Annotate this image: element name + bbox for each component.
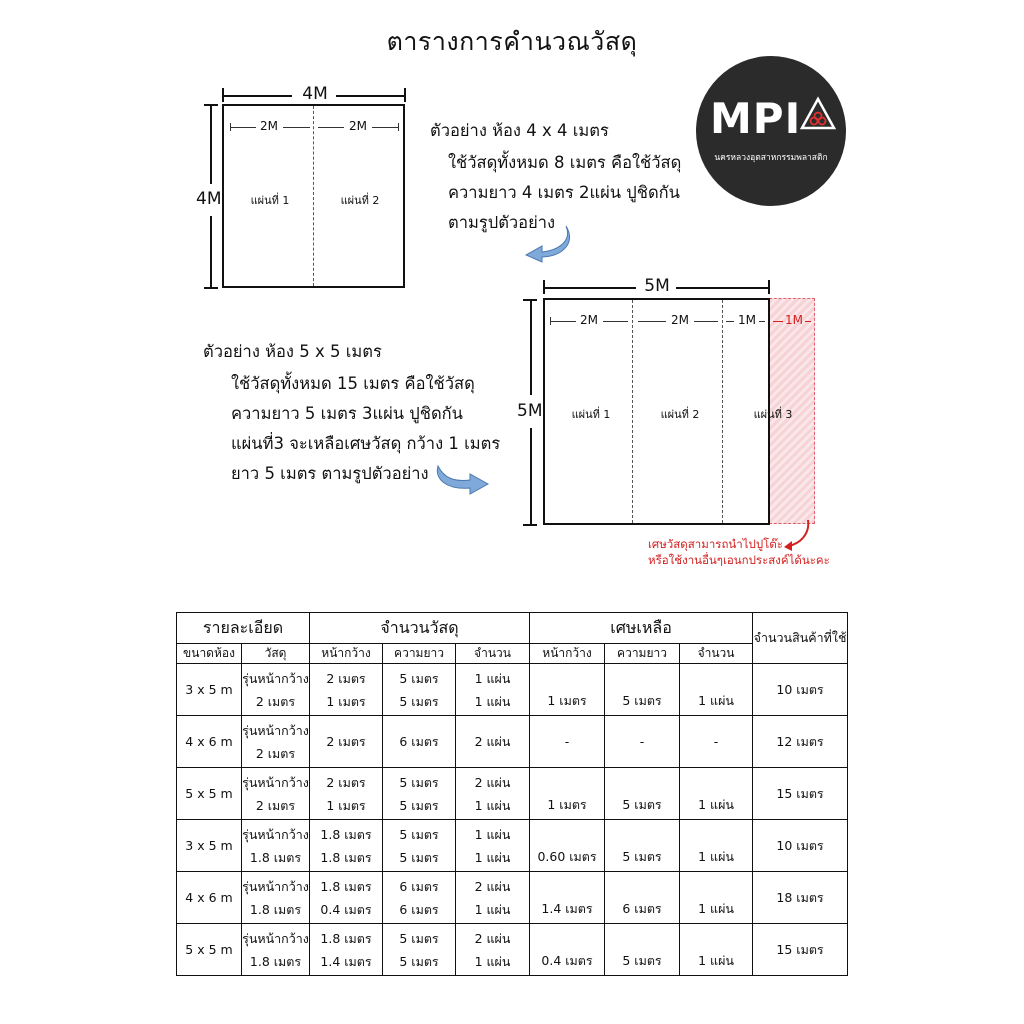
room-size-cell-text: 4 x 6 m: [185, 890, 233, 905]
waste-length-cell-text: 5 เมตร: [622, 953, 662, 968]
width-cell: [310, 924, 383, 976]
length-cell-text: 6 เมตร: [399, 901, 439, 917]
total-cell-text: 12 เมตร: [776, 734, 824, 749]
seg-line: [726, 321, 734, 322]
room-size-cell-text: 3 x 5 m: [185, 682, 233, 697]
quantity-cell: [456, 872, 530, 924]
quantity-cell-text: 1 แผ่น: [474, 670, 511, 686]
total-cell-text: 10 เมตร: [776, 682, 824, 697]
quantity-cell-text: 2 แผ่น: [474, 930, 511, 946]
length-cell: [383, 768, 456, 820]
quantity-cell: [456, 820, 530, 872]
mpi-logo: [696, 56, 846, 206]
width-cell-text: 0.4 เมตร: [320, 901, 372, 917]
dim-line: [336, 95, 404, 97]
waste-length-cell: [605, 768, 680, 820]
room-size-cell-text: 5 x 5 m: [185, 942, 233, 957]
quantity-cell-text: 2 แผ่น: [474, 734, 511, 749]
room-size-cell: [177, 820, 242, 872]
waste-width-cell-text: 1 เมตร: [547, 797, 587, 812]
quantity-cell-text: 1 แผ่น: [474, 953, 511, 969]
width-cell-text: 1.8 เมตร: [320, 826, 372, 842]
header-waste: เศษเหลือ: [530, 613, 753, 644]
sheet-label: แผ่นที่ 2: [340, 194, 380, 207]
note-line: ตามรูปตัวอย่าง: [448, 213, 556, 232]
length-cell-text: 5 เมตร: [399, 797, 439, 813]
table-row: [177, 768, 848, 820]
logo-text: MPI: [710, 94, 802, 143]
dim-line: [222, 95, 292, 97]
dim-line: [543, 287, 636, 289]
material-cell-text: 2 เมตร: [255, 797, 296, 813]
total-cell-text: 18 เมตร: [776, 890, 824, 905]
subheader: ขนาดห้อง: [177, 644, 242, 664]
room-size-cell-text: 3 x 5 m: [185, 838, 233, 853]
quantity-cell: [456, 768, 530, 820]
width-cell: [310, 664, 383, 716]
sheet-divider: [722, 300, 723, 523]
width-cell-text: 1.4 เมตร: [320, 953, 372, 969]
waste-width-cell: [530, 820, 605, 872]
segment-label: 1M: [738, 313, 756, 327]
waste-quantity-cell: [680, 820, 753, 872]
waste-length-cell-text: 5 เมตร: [622, 849, 662, 864]
quantity-cell-text: 1 แผ่น: [474, 849, 511, 865]
note-line: แผ่นที่3 จะเหลือเศษวัสดุ กว้าง 1 เมตร: [231, 434, 501, 453]
subheader: หน้ากว้าง: [530, 644, 605, 664]
waste-seg-line: [805, 321, 811, 322]
height-label: 4M: [196, 189, 222, 209]
waste-width-cell-text: -: [564, 734, 570, 749]
waste-quantity-cell-text: 1 แผ่น: [698, 693, 734, 708]
seg-line: [694, 321, 718, 322]
subheader: ความยาว: [605, 644, 680, 664]
table-body: [177, 664, 848, 976]
waste-length-cell: [605, 716, 680, 768]
waste-quantity-cell-text: 1 แผ่น: [698, 953, 734, 968]
sheet-divider: [313, 106, 314, 286]
material-cell-text: รุ่นหน้ากว้าง: [242, 930, 309, 946]
width-cell: [310, 872, 383, 924]
note-line: ความยาว 4 เมตร 2แผ่น ปูชิดกัน: [448, 183, 680, 202]
room-size-cell: [177, 872, 242, 924]
sheet-divider: [632, 300, 633, 523]
waste-length-cell: [605, 924, 680, 976]
waste-width-cell-text: 0.4 เมตร: [541, 953, 593, 968]
material-cell-text: 1.8 เมตร: [249, 849, 302, 865]
waste-quantity-cell: [680, 924, 753, 976]
waste-width-cell: [530, 872, 605, 924]
dim-line: [210, 104, 212, 184]
waste-width-cell: [530, 664, 605, 716]
total-cell-text: 10 เมตร: [776, 838, 824, 853]
waste-length-cell: [605, 664, 680, 716]
width-cell-text: 2 เมตร: [326, 670, 366, 686]
total-cell: [753, 664, 848, 716]
room-size-cell-text: 4 x 6 m: [185, 734, 233, 749]
dim-line: [530, 428, 532, 524]
length-cell: [383, 664, 456, 716]
table-row: [177, 872, 848, 924]
length-cell-text: 5 เมตร: [399, 953, 439, 969]
curved-arrow-left-icon: [522, 222, 576, 264]
waste-quantity-cell: [680, 664, 753, 716]
seg-line: [638, 321, 666, 322]
sheet-label: แผ่นที่ 3: [753, 408, 793, 421]
material-cell-text: 1.8 เมตร: [249, 953, 302, 969]
total-cell: [753, 924, 848, 976]
waste-width-cell: [530, 768, 605, 820]
material-cell-text: 2 เมตร: [255, 745, 296, 761]
room-size-cell: [177, 716, 242, 768]
width-cell-text: 1 เมตร: [326, 797, 366, 813]
material-cell: [242, 872, 310, 924]
material-cell: [242, 768, 310, 820]
material-cell-text: 2 เมตร: [255, 693, 296, 709]
material-cell-text: รุ่นหน้ากว้าง: [242, 774, 309, 790]
material-cell-text: รุ่นหน้ากว้าง: [242, 878, 309, 894]
seg-line: [318, 127, 344, 128]
waste-length-cell: [605, 820, 680, 872]
triangle-emblem-icon: [800, 96, 836, 132]
material-cell: [242, 716, 310, 768]
seg-line: [283, 127, 310, 128]
seg-line: [603, 321, 628, 322]
waste-note-line: หรือใช้งานอื่นๆเอนกประสงค์ได้นะคะ: [648, 553, 830, 567]
waste-width-cell-text: 1.4 เมตร: [541, 901, 593, 916]
table-row: [177, 820, 848, 872]
total-cell-text: 15 เมตร: [776, 786, 824, 801]
width-label: 4M: [302, 84, 328, 104]
waste-quantity-cell: [680, 872, 753, 924]
segment-label: 2M: [349, 119, 367, 133]
dim-line: [210, 216, 212, 287]
waste-width-cell: [530, 924, 605, 976]
waste-segment-label: 1M: [785, 313, 803, 327]
waste-quantity-cell-text: 1 แผ่น: [698, 797, 734, 812]
dim-tick: [404, 88, 406, 102]
seg-tick: [398, 123, 399, 131]
dim-line: [530, 299, 532, 395]
segment-label: 2M: [260, 119, 278, 133]
waste-width-cell: [530, 716, 605, 768]
total-cell: [753, 716, 848, 768]
material-cell-text: รุ่นหน้ากว้าง: [242, 826, 309, 842]
header-details: รายละเอียด: [177, 613, 310, 644]
seg-line: [372, 127, 398, 128]
waste-width-cell-text: 0.60 เมตร: [537, 849, 597, 864]
width-cell-text: 2 เมตร: [326, 734, 366, 749]
quantity-cell-text: 2 แผ่น: [474, 878, 511, 894]
room-size-cell: [177, 924, 242, 976]
length-cell-text: 6 เมตร: [399, 878, 439, 894]
waste-length-cell-text: 5 เมตร: [622, 797, 662, 812]
logo-subtitle: นครหลวงอุตสาหกรรมพลาสติก: [714, 153, 828, 163]
quantity-cell: [456, 924, 530, 976]
quantity-cell: [456, 716, 530, 768]
subheader: หน้ากว้าง: [310, 644, 383, 664]
note-heading: ตัวอย่าง ห้อง 4 x 4 เมตร: [430, 121, 609, 140]
table-row: [177, 664, 848, 716]
material-cell: [242, 820, 310, 872]
width-cell-text: 1.8 เมตร: [320, 849, 372, 865]
waste-length-cell-text: -: [639, 734, 645, 749]
width-label: 5M: [644, 276, 670, 296]
quantity-cell-text: 1 แผ่น: [474, 693, 511, 709]
length-cell: [383, 872, 456, 924]
waste-seg-line: [773, 321, 783, 322]
subheader: วัสดุ: [242, 644, 310, 664]
length-cell-text: 5 เมตร: [399, 693, 439, 709]
dim-tick: [523, 524, 537, 526]
note-line: ยาว 5 เมตร ตามรูปตัวอย่าง: [231, 464, 429, 483]
curved-arrow-right-icon: [432, 462, 492, 498]
total-cell-text: 15 เมตร: [776, 942, 824, 957]
sheet-label: แผ่นที่ 1: [250, 194, 290, 207]
width-cell: [310, 820, 383, 872]
sheet-label: แผ่นที่ 2: [660, 408, 700, 421]
length-cell-text: 5 เมตร: [399, 774, 439, 790]
material-cell-text: 1.8 เมตร: [249, 901, 302, 917]
material-cell: [242, 924, 310, 976]
note-heading: ตัวอย่าง ห้อง 5 x 5 เมตร: [203, 342, 382, 361]
dim-tick: [768, 280, 770, 294]
segment-label: 2M: [671, 313, 689, 327]
length-cell: [383, 924, 456, 976]
waste-quantity-cell-text: -: [713, 734, 719, 749]
waste-length-cell-text: 5 เมตร: [622, 693, 662, 708]
subheader: จำนวน: [456, 644, 530, 664]
width-cell-text: 1 เมตร: [326, 693, 366, 709]
length-cell-text: 5 เมตร: [399, 849, 439, 865]
quantity-cell-text: 1 แผ่น: [474, 826, 511, 842]
total-cell: [753, 768, 848, 820]
segment-label: 2M: [580, 313, 598, 327]
seg-line: [550, 321, 576, 322]
quantity-cell-text: 1 แผ่น: [474, 797, 511, 813]
sheet-label: แผ่นที่ 1: [571, 408, 611, 421]
waste-quantity-cell-text: 1 แผ่น: [698, 849, 734, 864]
dim-line: [676, 287, 768, 289]
page-title: ตารางการคำนวณวัสดุ: [386, 27, 638, 56]
header-total: จำนวนสินค้าที่ใช้: [753, 613, 848, 664]
waste-length-cell-text: 6 เมตร: [622, 901, 662, 916]
width-cell: [310, 716, 383, 768]
total-cell: [753, 872, 848, 924]
room-size-cell: [177, 664, 242, 716]
waste-width-cell-text: 1 เมตร: [547, 693, 587, 708]
note-line: ความยาว 5 เมตร 3แผ่น ปูชิดกัน: [231, 404, 463, 423]
width-cell-text: 2 เมตร: [326, 774, 366, 790]
subheader: จำนวน: [680, 644, 753, 664]
note-line: ใช้วัสดุทั้งหมด 15 เมตร คือใช้วัสดุ: [231, 374, 475, 393]
seg-line: [230, 127, 256, 128]
height-label: 5M: [517, 401, 543, 421]
note-line: ใช้วัสดุทั้งหมด 8 เมตร คือใช้วัสดุ: [448, 153, 682, 172]
length-cell: [383, 820, 456, 872]
width-cell-text: 1.8 เมตร: [320, 878, 372, 894]
waste-quantity-cell: [680, 768, 753, 820]
table-row: [177, 716, 848, 768]
waste-length-cell: [605, 872, 680, 924]
room-size-cell-text: 5 x 5 m: [185, 786, 233, 801]
header-material: จำนวนวัสดุ: [310, 613, 530, 644]
material-table: [176, 612, 848, 976]
length-cell-text: 5 เมตร: [399, 826, 439, 842]
waste-quantity-cell: [680, 716, 753, 768]
width-cell-text: 1.8 เมตร: [320, 930, 372, 946]
width-cell: [310, 768, 383, 820]
material-cell-text: รุ่นหน้ากว้าง: [242, 722, 309, 738]
quantity-cell: [456, 664, 530, 716]
curved-arrow-red-icon: [780, 518, 812, 552]
seg-line: [759, 321, 765, 322]
length-cell-text: 6 เมตร: [399, 734, 439, 749]
quantity-cell-text: 1 แผ่น: [474, 901, 511, 917]
length-cell-text: 5 เมตร: [399, 930, 439, 946]
waste-quantity-cell-text: 1 แผ่น: [698, 901, 734, 916]
table-row: [177, 924, 848, 976]
waste-note-line: เศษวัสดุสามารถนำไปปูโต๊ะ: [648, 537, 783, 551]
dim-tick: [204, 287, 218, 289]
material-cell: [242, 664, 310, 716]
total-cell: [753, 820, 848, 872]
material-cell-text: รุ่นหน้ากว้าง: [242, 670, 309, 686]
room-size-cell: [177, 768, 242, 820]
length-cell: [383, 716, 456, 768]
quantity-cell-text: 2 แผ่น: [474, 774, 511, 790]
length-cell-text: 5 เมตร: [399, 670, 439, 686]
subheader: ความยาว: [383, 644, 456, 664]
